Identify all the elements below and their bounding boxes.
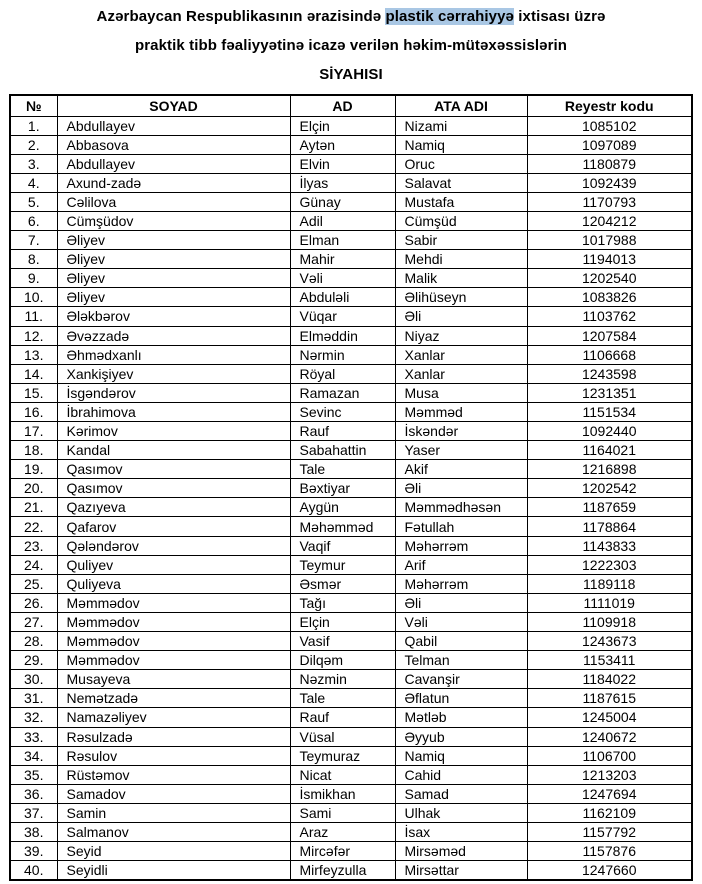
- cell-reyestr-kodu: 1153411: [527, 651, 692, 670]
- title-highlighted-selection: plastik cərrahiyyə: [385, 8, 514, 25]
- cell-soyad: Quliyev: [57, 555, 290, 574]
- cell-ad: Elməddin: [290, 326, 395, 345]
- cell-reyestr-kodu: 1194013: [527, 250, 692, 269]
- cell-reyestr-kodu: 1202542: [527, 479, 692, 498]
- cell-no: 36.: [10, 784, 57, 803]
- table-row: [10, 612, 692, 631]
- cell-ata-adi: Arif: [395, 555, 527, 574]
- cell-soyad: Cümşüdov: [57, 211, 290, 230]
- cell-soyad: Qasımov: [57, 460, 290, 479]
- cell-ad: Aygün: [290, 498, 395, 517]
- table-row: [10, 441, 692, 460]
- cell-ata-adi: Cavanşir: [395, 670, 527, 689]
- cell-soyad: Kandal: [57, 441, 290, 460]
- cell-ad: Elçin: [290, 612, 395, 631]
- cell-ad: Məhəmməd: [290, 517, 395, 536]
- cell-no: 9.: [10, 269, 57, 288]
- cell-reyestr-kodu: 1157876: [527, 842, 692, 861]
- cell-ad: İsmikhan: [290, 784, 395, 803]
- table-row: [10, 364, 692, 383]
- cell-soyad: Quliyeva: [57, 574, 290, 593]
- cell-ad: Vaqif: [290, 536, 395, 555]
- table-row: [10, 269, 692, 288]
- title-line-2: praktik tibb fəaliyyətinə icazə verilən həkim-mütəxəssislərin: [134, 37, 568, 54]
- cell-soyad: Əliyev: [57, 269, 290, 288]
- cell-ad: Sevinc: [290, 402, 395, 421]
- cell-ad: Günay: [290, 192, 395, 211]
- cell-ad: Vəli: [290, 269, 395, 288]
- cell-ad: Mahir: [290, 250, 395, 269]
- cell-reyestr-kodu: 1231351: [527, 383, 692, 402]
- cell-no: 3.: [10, 154, 57, 173]
- cell-ad: Əsmər: [290, 574, 395, 593]
- table-row: [10, 727, 692, 746]
- cell-no: 20.: [10, 479, 57, 498]
- cell-ata-adi: Ulhak: [395, 803, 527, 822]
- table-row: [10, 670, 692, 689]
- cell-ad: Teymur: [290, 555, 395, 574]
- cell-no: 30.: [10, 670, 57, 689]
- cell-ata-adi: Mətləb: [395, 708, 527, 727]
- cell-ad: Elvin: [290, 154, 395, 173]
- cell-ad: Elçin: [290, 116, 395, 135]
- cell-ad: Bəxtiyar: [290, 479, 395, 498]
- cell-no: 23.: [10, 536, 57, 555]
- cell-reyestr-kodu: 1187659: [527, 498, 692, 517]
- cell-soyad: Qasımov: [57, 479, 290, 498]
- cell-soyad: Əvəzzadə: [57, 326, 290, 345]
- table-row: [10, 345, 692, 364]
- cell-ad: Mircəfər: [290, 842, 395, 861]
- cell-ad: Tağı: [290, 593, 395, 612]
- table-row: [10, 593, 692, 612]
- cell-soyad: Məmmədov: [57, 612, 290, 631]
- cell-no: 6.: [10, 211, 57, 230]
- cell-soyad: Əliyev: [57, 231, 290, 250]
- cell-soyad: Məmmədov: [57, 651, 290, 670]
- cell-soyad: Rüstəmov: [57, 765, 290, 784]
- cell-soyad: Məmmədov: [57, 632, 290, 651]
- cell-ata-adi: Yaser: [395, 441, 527, 460]
- cell-ad: Aytən: [290, 135, 395, 154]
- cell-no: 7.: [10, 231, 57, 250]
- cell-ad: Vüqar: [290, 307, 395, 326]
- cell-ata-adi: Xanlar: [395, 364, 527, 383]
- cell-no: 39.: [10, 842, 57, 861]
- cell-no: 18.: [10, 441, 57, 460]
- cell-reyestr-kodu: 1216898: [527, 460, 692, 479]
- cell-ata-adi: Malik: [395, 269, 527, 288]
- cell-reyestr-kodu: 1170793: [527, 192, 692, 211]
- table-row: [10, 116, 692, 135]
- cell-ata-adi: Namiq: [395, 135, 527, 154]
- cell-ad: Vasif: [290, 632, 395, 651]
- table-row: [10, 803, 692, 822]
- header-cell-no: №: [10, 95, 57, 116]
- cell-ata-adi: İsax: [395, 822, 527, 841]
- table-row: [10, 822, 692, 841]
- cell-ad: Sami: [290, 803, 395, 822]
- cell-reyestr-kodu: 1085102: [527, 116, 692, 135]
- cell-reyestr-kodu: 1189118: [527, 574, 692, 593]
- cell-ata-adi: Əflatun: [395, 689, 527, 708]
- table-row: [10, 135, 692, 154]
- cell-soyad: Samin: [57, 803, 290, 822]
- cell-soyad: Məmmədov: [57, 593, 290, 612]
- cell-soyad: İbrahimova: [57, 402, 290, 421]
- table-row: [10, 689, 692, 708]
- cell-reyestr-kodu: 1204212: [527, 211, 692, 230]
- cell-reyestr-kodu: 1083826: [527, 288, 692, 307]
- cell-ad: Ramazan: [290, 383, 395, 402]
- table-row: [10, 307, 692, 326]
- cell-ata-adi: Salavat: [395, 173, 527, 192]
- table-row: [10, 708, 692, 727]
- cell-ad: Sabahattin: [290, 441, 395, 460]
- cell-no: 35.: [10, 765, 57, 784]
- cell-reyestr-kodu: 1017988: [527, 231, 692, 250]
- cell-ata-adi: Sabir: [395, 231, 527, 250]
- cell-ata-adi: Cahid: [395, 765, 527, 784]
- cell-ad: Vüsal: [290, 727, 395, 746]
- cell-ad: Tale: [290, 689, 395, 708]
- cell-no: 22.: [10, 517, 57, 536]
- cell-ad: Nəzmin: [290, 670, 395, 689]
- cell-soyad: Kərimov: [57, 422, 290, 441]
- cell-reyestr-kodu: 1207584: [527, 326, 692, 345]
- cell-reyestr-kodu: 1106700: [527, 746, 692, 765]
- table-row: [10, 231, 692, 250]
- cell-ad: Abduləli: [290, 288, 395, 307]
- cell-no: 21.: [10, 498, 57, 517]
- cell-ata-adi: Mirsəttar: [395, 861, 527, 881]
- cell-ata-adi: Vəli: [395, 612, 527, 631]
- table-row: [10, 326, 692, 345]
- cell-no: 17.: [10, 422, 57, 441]
- cell-reyestr-kodu: 1109918: [527, 612, 692, 631]
- cell-ata-adi: Fətullah: [395, 517, 527, 536]
- table-row: [10, 746, 692, 765]
- table-row: [10, 288, 692, 307]
- cell-soyad: Əliyev: [57, 288, 290, 307]
- cell-soyad: Seyid: [57, 842, 290, 861]
- cell-soyad: Qazıyeva: [57, 498, 290, 517]
- cell-ata-adi: Əyyub: [395, 727, 527, 746]
- cell-reyestr-kodu: 1092439: [527, 173, 692, 192]
- cell-soyad: Qafarov: [57, 517, 290, 536]
- cell-soyad: Ələkbərov: [57, 307, 290, 326]
- cell-ata-adi: Məhərrəm: [395, 536, 527, 555]
- cell-soyad: Nemətzadə: [57, 689, 290, 708]
- cell-ad: İlyas: [290, 173, 395, 192]
- cell-ad: Adil: [290, 211, 395, 230]
- cell-no: 29.: [10, 651, 57, 670]
- title-text-before-highlight: Azərbaycan Respublikasının ərazisində: [96, 8, 386, 25]
- cell-ad: Nicat: [290, 765, 395, 784]
- cell-soyad: Abdullayev: [57, 154, 290, 173]
- table-row: [10, 422, 692, 441]
- cell-ata-adi: Namiq: [395, 746, 527, 765]
- cell-ad: Mirfeyzulla: [290, 861, 395, 881]
- table-row: [10, 192, 692, 211]
- title-line-3-siyahisi: SİYAHISI: [319, 66, 383, 83]
- table-body: [10, 116, 692, 880]
- document-title-block: [0, 0, 702, 83]
- header-cell-soyad: SOYAD: [57, 95, 290, 116]
- cell-ad: Araz: [290, 822, 395, 841]
- table-row: [10, 460, 692, 479]
- cell-ata-adi: Samad: [395, 784, 527, 803]
- cell-ata-adi: Əlihüseyn: [395, 288, 527, 307]
- doctors-registry-table: [9, 94, 693, 881]
- cell-no: 26.: [10, 593, 57, 612]
- cell-no: 12.: [10, 326, 57, 345]
- cell-ad: Nərmin: [290, 345, 395, 364]
- cell-soyad: Cəlilova: [57, 192, 290, 211]
- table-row: [10, 765, 692, 784]
- cell-reyestr-kodu: 1247694: [527, 784, 692, 803]
- cell-soyad: Salmanov: [57, 822, 290, 841]
- cell-ata-adi: Əli: [395, 479, 527, 498]
- cell-no: 19.: [10, 460, 57, 479]
- table-row: [10, 402, 692, 421]
- table-row: [10, 498, 692, 517]
- cell-reyestr-kodu: 1092440: [527, 422, 692, 441]
- cell-no: 33.: [10, 727, 57, 746]
- table-row: [10, 250, 692, 269]
- cell-reyestr-kodu: 1164021: [527, 441, 692, 460]
- cell-ata-adi: Məmməd: [395, 402, 527, 421]
- cell-reyestr-kodu: 1187615: [527, 689, 692, 708]
- header-cell-reyestr-kodu: Reyestr kodu: [527, 95, 692, 116]
- cell-no: 10.: [10, 288, 57, 307]
- table-row: [10, 383, 692, 402]
- table-row: [10, 173, 692, 192]
- table-row: [10, 517, 692, 536]
- cell-ata-adi: Əli: [395, 307, 527, 326]
- header-cell-ata-adi: ATA ADI: [395, 95, 527, 116]
- table-row: [10, 536, 692, 555]
- cell-no: 38.: [10, 822, 57, 841]
- table-row: [10, 632, 692, 651]
- table-row: [10, 211, 692, 230]
- cell-soyad: Rəsulov: [57, 746, 290, 765]
- cell-reyestr-kodu: 1157792: [527, 822, 692, 841]
- cell-no: 15.: [10, 383, 57, 402]
- cell-ad: Rauf: [290, 422, 395, 441]
- cell-reyestr-kodu: 1097089: [527, 135, 692, 154]
- cell-no: 2.: [10, 135, 57, 154]
- cell-ata-adi: Məmmədhəsən: [395, 498, 527, 517]
- cell-ata-adi: Qabil: [395, 632, 527, 651]
- cell-ata-adi: Cümşüd: [395, 211, 527, 230]
- cell-no: 28.: [10, 632, 57, 651]
- cell-reyestr-kodu: 1213203: [527, 765, 692, 784]
- cell-soyad: Rəsulzadə: [57, 727, 290, 746]
- cell-reyestr-kodu: 1143833: [527, 536, 692, 555]
- cell-reyestr-kodu: 1222303: [527, 555, 692, 574]
- cell-no: 1.: [10, 116, 57, 135]
- cell-no: 14.: [10, 364, 57, 383]
- table-row: [10, 861, 692, 881]
- cell-no: 4.: [10, 173, 57, 192]
- cell-reyestr-kodu: 1243598: [527, 364, 692, 383]
- title-text-after-highlight: ixtisası üzrə: [514, 8, 606, 25]
- cell-no: 5.: [10, 192, 57, 211]
- cell-reyestr-kodu: 1178864: [527, 517, 692, 536]
- cell-soyad: Axund-zadə: [57, 173, 290, 192]
- cell-ata-adi: Nizami: [395, 116, 527, 135]
- table-row: [10, 154, 692, 173]
- cell-reyestr-kodu: 1151534: [527, 402, 692, 421]
- cell-ata-adi: Telman: [395, 651, 527, 670]
- cell-ata-adi: Əli: [395, 593, 527, 612]
- cell-ata-adi: İskəndər: [395, 422, 527, 441]
- cell-reyestr-kodu: 1240672: [527, 727, 692, 746]
- cell-ad: Teymuraz: [290, 746, 395, 765]
- cell-soyad: Abbasova: [57, 135, 290, 154]
- table-row: [10, 784, 692, 803]
- cell-reyestr-kodu: 1247660: [527, 861, 692, 881]
- cell-no: 11.: [10, 307, 57, 326]
- cell-soyad: İsgəndərov: [57, 383, 290, 402]
- cell-ad: Elman: [290, 231, 395, 250]
- table-row: [10, 479, 692, 498]
- cell-soyad: Qələndərov: [57, 536, 290, 555]
- cell-soyad: Samadov: [57, 784, 290, 803]
- cell-ata-adi: Musa: [395, 383, 527, 402]
- cell-no: 27.: [10, 612, 57, 631]
- cell-ata-adi: Mustafa: [395, 192, 527, 211]
- cell-ata-adi: Akif: [395, 460, 527, 479]
- table-header-row: [10, 95, 692, 116]
- cell-no: 37.: [10, 803, 57, 822]
- cell-reyestr-kodu: 1162109: [527, 803, 692, 822]
- cell-ata-adi: Niyaz: [395, 326, 527, 345]
- cell-soyad: Xankişiyev: [57, 364, 290, 383]
- cell-reyestr-kodu: 1184022: [527, 670, 692, 689]
- cell-soyad: Əhmədxanlı: [57, 345, 290, 364]
- table-row: [10, 842, 692, 861]
- cell-ata-adi: Məhərrəm: [395, 574, 527, 593]
- cell-ata-adi: Oruc: [395, 154, 527, 173]
- cell-reyestr-kodu: 1103762: [527, 307, 692, 326]
- cell-no: 40.: [10, 861, 57, 881]
- cell-no: 32.: [10, 708, 57, 727]
- cell-soyad: Namazəliyev: [57, 708, 290, 727]
- cell-ata-adi: Mirsəməd: [395, 842, 527, 861]
- table-row: [10, 574, 692, 593]
- table-row: [10, 651, 692, 670]
- cell-no: 31.: [10, 689, 57, 708]
- cell-ata-adi: Xanlar: [395, 345, 527, 364]
- cell-no: 8.: [10, 250, 57, 269]
- cell-no: 16.: [10, 402, 57, 421]
- cell-reyestr-kodu: 1180879: [527, 154, 692, 173]
- cell-soyad: Musayeva: [57, 670, 290, 689]
- cell-ad: Röyal: [290, 364, 395, 383]
- table-row: [10, 555, 692, 574]
- cell-soyad: Seyidli: [57, 861, 290, 881]
- cell-ad: Tale: [290, 460, 395, 479]
- cell-ata-adi: Mehdi: [395, 250, 527, 269]
- cell-reyestr-kodu: 1202540: [527, 269, 692, 288]
- cell-no: 13.: [10, 345, 57, 364]
- cell-ad: Dilqəm: [290, 651, 395, 670]
- cell-reyestr-kodu: 1243673: [527, 632, 692, 651]
- cell-no: 34.: [10, 746, 57, 765]
- cell-reyestr-kodu: 1111019: [527, 593, 692, 612]
- cell-ad: Rauf: [290, 708, 395, 727]
- cell-reyestr-kodu: 1106668: [527, 345, 692, 364]
- cell-reyestr-kodu: 1245004: [527, 708, 692, 727]
- cell-soyad: Abdullayev: [57, 116, 290, 135]
- cell-soyad: Əliyev: [57, 250, 290, 269]
- title-line-1: [0, 9, 702, 25]
- cell-no: 25.: [10, 574, 57, 593]
- header-cell-ad: AD: [290, 95, 395, 116]
- cell-no: 24.: [10, 555, 57, 574]
